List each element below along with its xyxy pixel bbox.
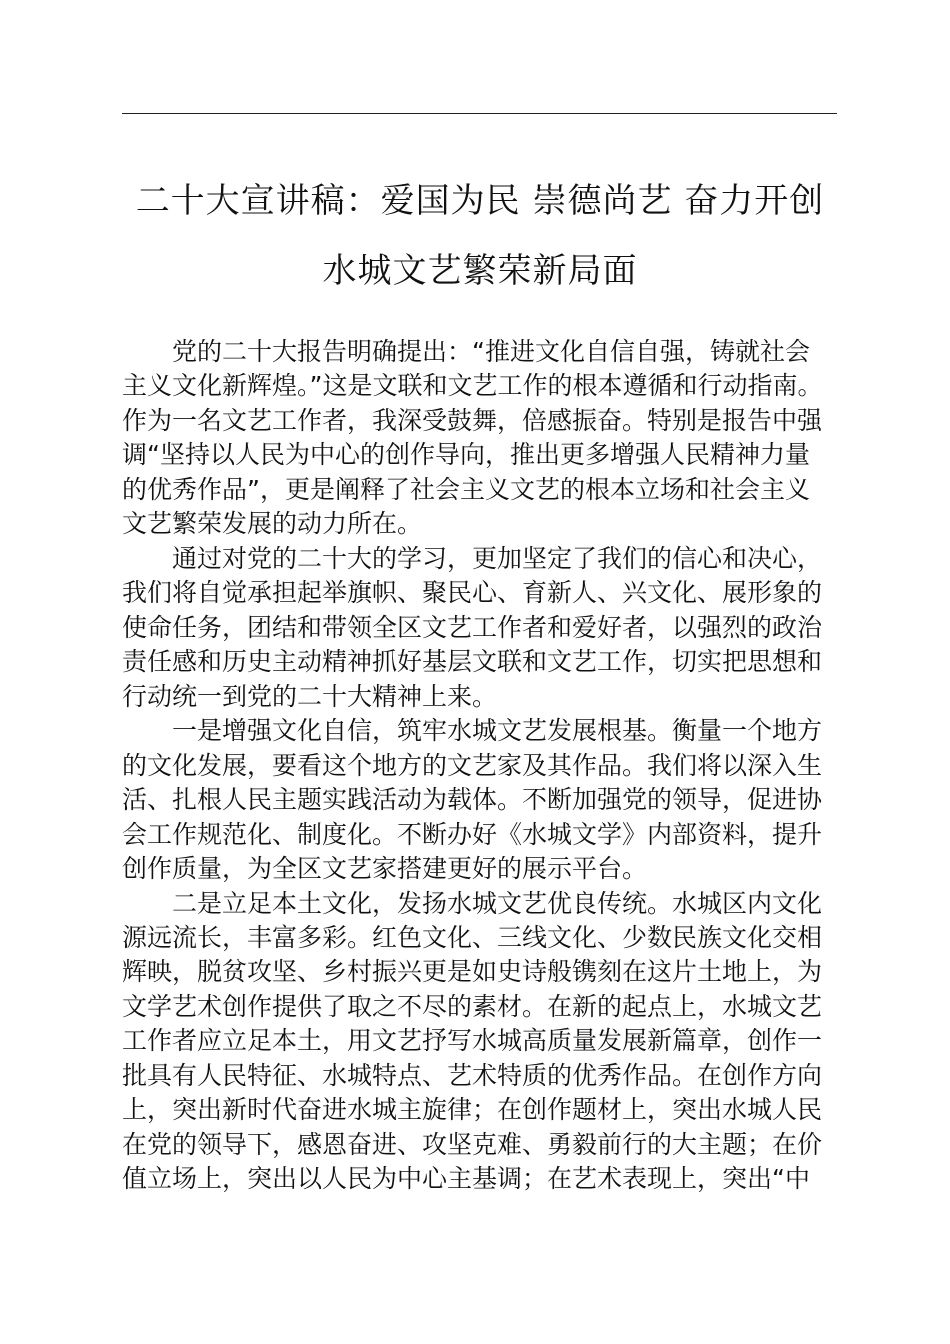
text-line: 二是立足本土文化，发扬水城文艺优良传统。水城区内文化 xyxy=(172,888,823,918)
text-line: 使命任务，团结和带领全区文艺工作者和爱好者，以强烈的政治 xyxy=(122,612,823,642)
text-line: 调“坚持以人民为中心的创作导向，推出更多增强人民精神力量 xyxy=(122,440,810,470)
text-line: 辉映，脱贫攻坚、乡村振兴更是如史诗般镌刻在这片土地上，为 xyxy=(122,957,823,987)
header-rule xyxy=(122,113,837,114)
text-line: 作为一名文艺工作者，我深受鼓舞，倍感振奋。特别是报告中强 xyxy=(122,405,823,435)
text-line: 责任感和历史主动精神抓好基层文联和文艺工作，切实把思想和 xyxy=(122,647,823,677)
text-line: 的优秀作品”，更是阐释了社会主义文艺的根本立场和社会主义 xyxy=(122,474,810,504)
text-line: 党的二十大报告明确提出：“推进文化自信自强，铸就社会 xyxy=(172,337,810,366)
text-line: 文学艺术创作提供了取之不尽的素材。在新的起点上，水城文艺 xyxy=(122,991,823,1021)
text-line: 文艺繁荣发展的动力所在。 xyxy=(122,509,423,539)
text-line: 值立场上，突出以人民为中心主基调；在艺术表现上，突出“中 xyxy=(122,1164,810,1194)
text-line: 会工作规范化、制度化。不断办好《水城文学》内部资料，提升 xyxy=(122,819,823,849)
text-line: 在党的领导下，感恩奋进、攻坚克难、勇毅前行的大主题；在价 xyxy=(122,1129,823,1159)
text-line: 行动统一到党的二十大精神上来。 xyxy=(122,681,498,711)
document-title-line-2: 水城文艺繁荣新局面 xyxy=(322,251,638,291)
text-line: 主义文化新辉煌。”这是文联和文艺工作的根本遵循和行动指南。 xyxy=(122,371,823,401)
text-line: 一是增强文化自信，筑牢水城文艺发展根基。衡量一个地方 xyxy=(172,716,823,746)
text-line: 我们将自觉承担起举旗帜、聚民心、育新人、兴文化、展形象的 xyxy=(122,578,823,608)
text-line: 批具有人民特征、水城特点、艺术特质的优秀作品。在创作方向 xyxy=(122,1060,823,1090)
text-line: 的文化发展，要看这个地方的文艺家及其作品。我们将以深入生 xyxy=(122,750,823,780)
text-line: 创作质量，为全区文艺家搭建更好的展示平台。 xyxy=(122,854,648,884)
document-title-line-1: 二十大宣讲稿：爱国为民 崇德尚艺 奋力开创 xyxy=(135,181,825,221)
text-line: 活、扎根人民主题实践活动为载体。不断加强党的领导，促进协 xyxy=(122,785,823,815)
text-line: 工作者应立足本土，用文艺抒写水城高质量发展新篇章，创作一 xyxy=(122,1026,823,1056)
document-body xyxy=(122,335,838,1197)
text-line: 通过对党的二十大的学习，更加坚定了我们的信心和决心， xyxy=(172,543,823,573)
text-line: 源远流长，丰富多彩。红色文化、三线文化、少数民族文化交相 xyxy=(122,922,823,952)
text-line: 上，突出新时代奋进水城主旋律；在创作题材上，突出水城人民 xyxy=(122,1095,823,1125)
